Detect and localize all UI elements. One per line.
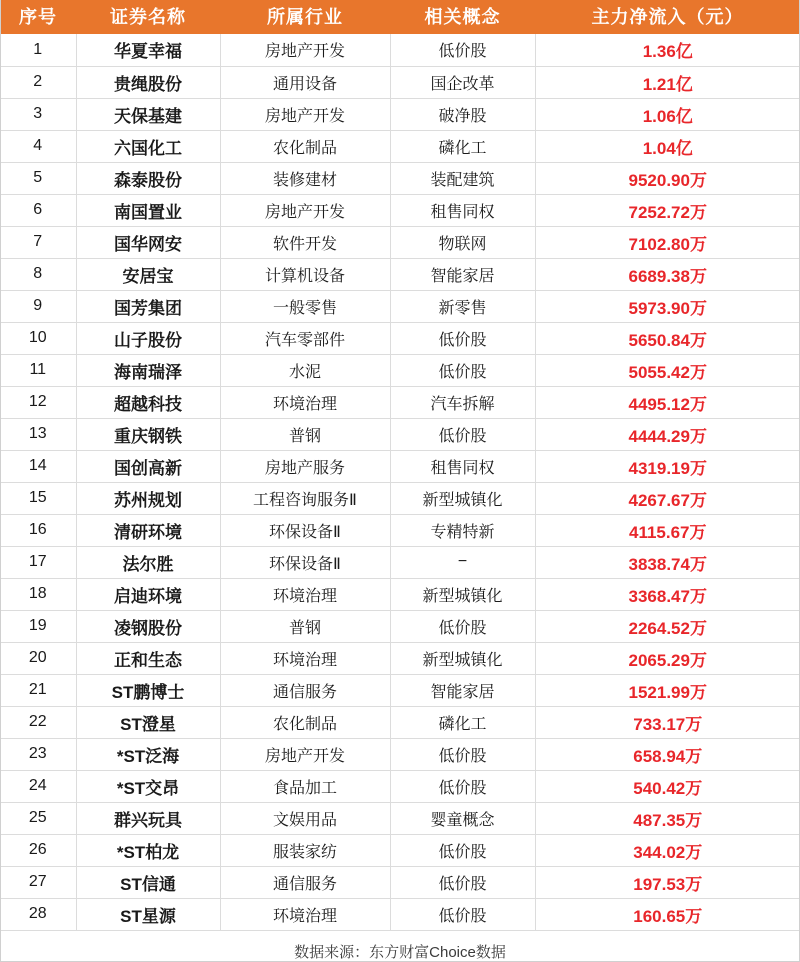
cell-net-inflow: 9520.90万 bbox=[535, 162, 800, 194]
cell-net-inflow: 540.42万 bbox=[535, 770, 800, 802]
table-row bbox=[0, 162, 800, 194]
table-row bbox=[0, 386, 800, 418]
cell-industry: 服装家纺 bbox=[220, 834, 390, 866]
table-row bbox=[0, 226, 800, 258]
cell-index: 14 bbox=[0, 450, 76, 482]
table-row bbox=[0, 34, 800, 66]
cell-index: 8 bbox=[0, 258, 76, 290]
cell-security-name: 安居宝 bbox=[76, 258, 220, 290]
cell-net-inflow: 4267.67万 bbox=[535, 482, 800, 514]
cell-security-name: 超越科技 bbox=[76, 386, 220, 418]
cell-net-inflow: 7102.80万 bbox=[535, 226, 800, 258]
cell-industry: 环境治理 bbox=[220, 578, 390, 610]
footer-row bbox=[0, 930, 800, 962]
cell-industry: 通信服务 bbox=[220, 674, 390, 706]
column-header-index: 序号 bbox=[0, 0, 76, 34]
column-header-industry: 所属行业 bbox=[220, 0, 390, 34]
cell-security-name: 山子股份 bbox=[76, 322, 220, 354]
cell-net-inflow: 3368.47万 bbox=[535, 578, 800, 610]
data-source-note: 数据来源：东方财富Choice数据 bbox=[294, 944, 506, 962]
table-row bbox=[0, 194, 800, 226]
cell-net-inflow: 1.36亿 bbox=[535, 34, 800, 66]
cell-security-name: 凌钢股份 bbox=[76, 610, 220, 642]
cell-index: 10 bbox=[0, 322, 76, 354]
cell-industry: 工程咨询服务Ⅱ bbox=[220, 482, 390, 514]
cell-industry: 环保设备Ⅱ bbox=[220, 514, 390, 546]
cell-index: 20 bbox=[0, 642, 76, 674]
cell-security-name: 贵绳股份 bbox=[76, 66, 220, 98]
cell-concept: 新型城镇化 bbox=[390, 482, 535, 514]
cell-index: 25 bbox=[0, 802, 76, 834]
cell-security-name: 苏州规划 bbox=[76, 482, 220, 514]
cell-net-inflow: 160.65万 bbox=[535, 898, 800, 930]
cell-concept: 磷化工 bbox=[390, 706, 535, 738]
table-row bbox=[0, 802, 800, 834]
table-row bbox=[0, 130, 800, 162]
cell-industry: 装修建材 bbox=[220, 162, 390, 194]
cell-index: 1 bbox=[0, 34, 76, 66]
cell-concept: 智能家居 bbox=[390, 674, 535, 706]
table-row bbox=[0, 482, 800, 514]
cell-concept: 新型城镇化 bbox=[390, 642, 535, 674]
cell-net-inflow: 1.21亿 bbox=[535, 66, 800, 98]
cell-concept: 低价股 bbox=[390, 418, 535, 450]
cell-concept: 租售同权 bbox=[390, 194, 535, 226]
cell-net-inflow: 7252.72万 bbox=[535, 194, 800, 226]
cell-security-name: ST星源 bbox=[76, 898, 220, 930]
cell-industry: 软件开发 bbox=[220, 226, 390, 258]
table-row bbox=[0, 354, 800, 386]
cell-industry: 房地产开发 bbox=[220, 738, 390, 770]
cell-industry: 环境治理 bbox=[220, 898, 390, 930]
cell-industry: 一般零售 bbox=[220, 290, 390, 322]
cell-security-name: 群兴玩具 bbox=[76, 802, 220, 834]
cell-index: 26 bbox=[0, 834, 76, 866]
cell-index: 2 bbox=[0, 66, 76, 98]
table-row bbox=[0, 418, 800, 450]
cell-concept: 新零售 bbox=[390, 290, 535, 322]
cell-index: 28 bbox=[0, 898, 76, 930]
cell-net-inflow: 197.53万 bbox=[535, 866, 800, 898]
table-header bbox=[0, 0, 800, 34]
cell-index: 27 bbox=[0, 866, 76, 898]
cell-industry: 房地产开发 bbox=[220, 194, 390, 226]
column-header-name: 证券名称 bbox=[76, 0, 220, 34]
cell-security-name: 国华网安 bbox=[76, 226, 220, 258]
cell-concept: 低价股 bbox=[390, 322, 535, 354]
cell-concept: 装配建筑 bbox=[390, 162, 535, 194]
cell-concept: 低价股 bbox=[390, 34, 535, 66]
cell-index: 12 bbox=[0, 386, 76, 418]
cell-net-inflow: 658.94万 bbox=[535, 738, 800, 770]
cell-net-inflow: 4319.19万 bbox=[535, 450, 800, 482]
cell-concept: 专精特新 bbox=[390, 514, 535, 546]
cell-index: 3 bbox=[0, 98, 76, 130]
cell-net-inflow: 6689.38万 bbox=[535, 258, 800, 290]
cell-concept: 新型城镇化 bbox=[390, 578, 535, 610]
table-row bbox=[0, 834, 800, 866]
cell-industry: 汽车零部件 bbox=[220, 322, 390, 354]
cell-net-inflow: 5055.42万 bbox=[535, 354, 800, 386]
cell-security-name: 重庆钢铁 bbox=[76, 418, 220, 450]
cell-security-name: 国创高新 bbox=[76, 450, 220, 482]
cell-index: 4 bbox=[0, 130, 76, 162]
cell-net-inflow: 344.02万 bbox=[535, 834, 800, 866]
table-row bbox=[0, 290, 800, 322]
cell-concept: 低价股 bbox=[390, 610, 535, 642]
cell-industry: 环境治理 bbox=[220, 386, 390, 418]
table-body bbox=[0, 34, 800, 930]
cell-index: 5 bbox=[0, 162, 76, 194]
cell-net-inflow: 487.35万 bbox=[535, 802, 800, 834]
cell-security-name: 海南瑞泽 bbox=[76, 354, 220, 386]
cell-net-inflow: 2264.52万 bbox=[535, 610, 800, 642]
cell-concept: 低价股 bbox=[390, 738, 535, 770]
cell-index: 23 bbox=[0, 738, 76, 770]
cell-concept: − bbox=[390, 546, 535, 578]
cell-index: 6 bbox=[0, 194, 76, 226]
cell-security-name: *ST交昂 bbox=[76, 770, 220, 802]
table-footer bbox=[0, 930, 800, 962]
cell-industry: 房地产开发 bbox=[220, 34, 390, 66]
table-row bbox=[0, 866, 800, 898]
cell-industry: 普钢 bbox=[220, 418, 390, 450]
header-row bbox=[0, 0, 800, 34]
table-row bbox=[0, 66, 800, 98]
cell-net-inflow: 4115.67万 bbox=[535, 514, 800, 546]
table-row bbox=[0, 642, 800, 674]
table-row bbox=[0, 258, 800, 290]
table-row bbox=[0, 514, 800, 546]
cell-security-name: 华夏幸福 bbox=[76, 34, 220, 66]
cell-index: 19 bbox=[0, 610, 76, 642]
cell-security-name: *ST泛海 bbox=[76, 738, 220, 770]
table-row bbox=[0, 706, 800, 738]
column-header-netflow: 主力净流入（元） bbox=[535, 0, 800, 34]
cell-index: 16 bbox=[0, 514, 76, 546]
cell-index: 22 bbox=[0, 706, 76, 738]
cell-net-inflow: 4444.29万 bbox=[535, 418, 800, 450]
cell-industry: 普钢 bbox=[220, 610, 390, 642]
table-row bbox=[0, 450, 800, 482]
cell-security-name: 法尔胜 bbox=[76, 546, 220, 578]
table-row bbox=[0, 674, 800, 706]
cell-concept: 低价股 bbox=[390, 898, 535, 930]
cell-industry: 计算机设备 bbox=[220, 258, 390, 290]
cell-industry: 通信服务 bbox=[220, 866, 390, 898]
cell-net-inflow: 5650.84万 bbox=[535, 322, 800, 354]
cell-concept: 婴童概念 bbox=[390, 802, 535, 834]
cell-index: 9 bbox=[0, 290, 76, 322]
cell-index: 21 bbox=[0, 674, 76, 706]
cell-security-name: 正和生态 bbox=[76, 642, 220, 674]
cell-industry: 环境治理 bbox=[220, 642, 390, 674]
cell-security-name: 南国置业 bbox=[76, 194, 220, 226]
cell-net-inflow: 1521.99万 bbox=[535, 674, 800, 706]
cell-net-inflow: 1.04亿 bbox=[535, 130, 800, 162]
cell-industry: 食品加工 bbox=[220, 770, 390, 802]
table-row bbox=[0, 578, 800, 610]
cell-concept: 低价股 bbox=[390, 866, 535, 898]
cell-security-name: ST鹏博士 bbox=[76, 674, 220, 706]
cell-security-name: ST信通 bbox=[76, 866, 220, 898]
cell-index: 7 bbox=[0, 226, 76, 258]
cell-industry: 房地产服务 bbox=[220, 450, 390, 482]
cell-net-inflow: 733.17万 bbox=[535, 706, 800, 738]
cell-index: 11 bbox=[0, 354, 76, 386]
cell-index: 18 bbox=[0, 578, 76, 610]
cell-security-name: 启迪环境 bbox=[76, 578, 220, 610]
cell-security-name: *ST柏龙 bbox=[76, 834, 220, 866]
cell-net-inflow: 2065.29万 bbox=[535, 642, 800, 674]
cell-net-inflow: 4495.12万 bbox=[535, 386, 800, 418]
cell-industry: 房地产开发 bbox=[220, 98, 390, 130]
cell-concept: 物联网 bbox=[390, 226, 535, 258]
cell-index: 15 bbox=[0, 482, 76, 514]
cell-security-name: 国芳集团 bbox=[76, 290, 220, 322]
cell-security-name: ST澄星 bbox=[76, 706, 220, 738]
cell-net-inflow: 5973.90万 bbox=[535, 290, 800, 322]
cell-industry: 水泥 bbox=[220, 354, 390, 386]
cell-concept: 租售同权 bbox=[390, 450, 535, 482]
cell-industry: 环保设备Ⅱ bbox=[220, 546, 390, 578]
table-row bbox=[0, 322, 800, 354]
table-row bbox=[0, 898, 800, 930]
cell-concept: 汽车拆解 bbox=[390, 386, 535, 418]
cell-index: 24 bbox=[0, 770, 76, 802]
cell-net-inflow: 1.06亿 bbox=[535, 98, 800, 130]
table-row bbox=[0, 546, 800, 578]
table-row bbox=[0, 738, 800, 770]
table-row bbox=[0, 770, 800, 802]
cell-concept: 破净股 bbox=[390, 98, 535, 130]
cell-industry: 农化制品 bbox=[220, 130, 390, 162]
cell-index: 17 bbox=[0, 546, 76, 578]
cell-concept: 磷化工 bbox=[390, 130, 535, 162]
table-row bbox=[0, 98, 800, 130]
cell-concept: 低价股 bbox=[390, 770, 535, 802]
cell-security-name: 森泰股份 bbox=[76, 162, 220, 194]
cell-security-name: 清研环境 bbox=[76, 514, 220, 546]
cell-concept: 低价股 bbox=[390, 354, 535, 386]
column-header-concept: 相关概念 bbox=[390, 0, 535, 34]
cell-net-inflow: 3838.74万 bbox=[535, 546, 800, 578]
cell-concept: 国企改革 bbox=[390, 66, 535, 98]
cell-industry: 文娱用品 bbox=[220, 802, 390, 834]
cell-industry: 通用设备 bbox=[220, 66, 390, 98]
cell-index: 13 bbox=[0, 418, 76, 450]
cell-industry: 农化制品 bbox=[220, 706, 390, 738]
cell-security-name: 天保基建 bbox=[76, 98, 220, 130]
cell-concept: 智能家居 bbox=[390, 258, 535, 290]
cell-security-name: 六国化工 bbox=[76, 130, 220, 162]
table-row bbox=[0, 610, 800, 642]
cell-concept: 低价股 bbox=[390, 834, 535, 866]
